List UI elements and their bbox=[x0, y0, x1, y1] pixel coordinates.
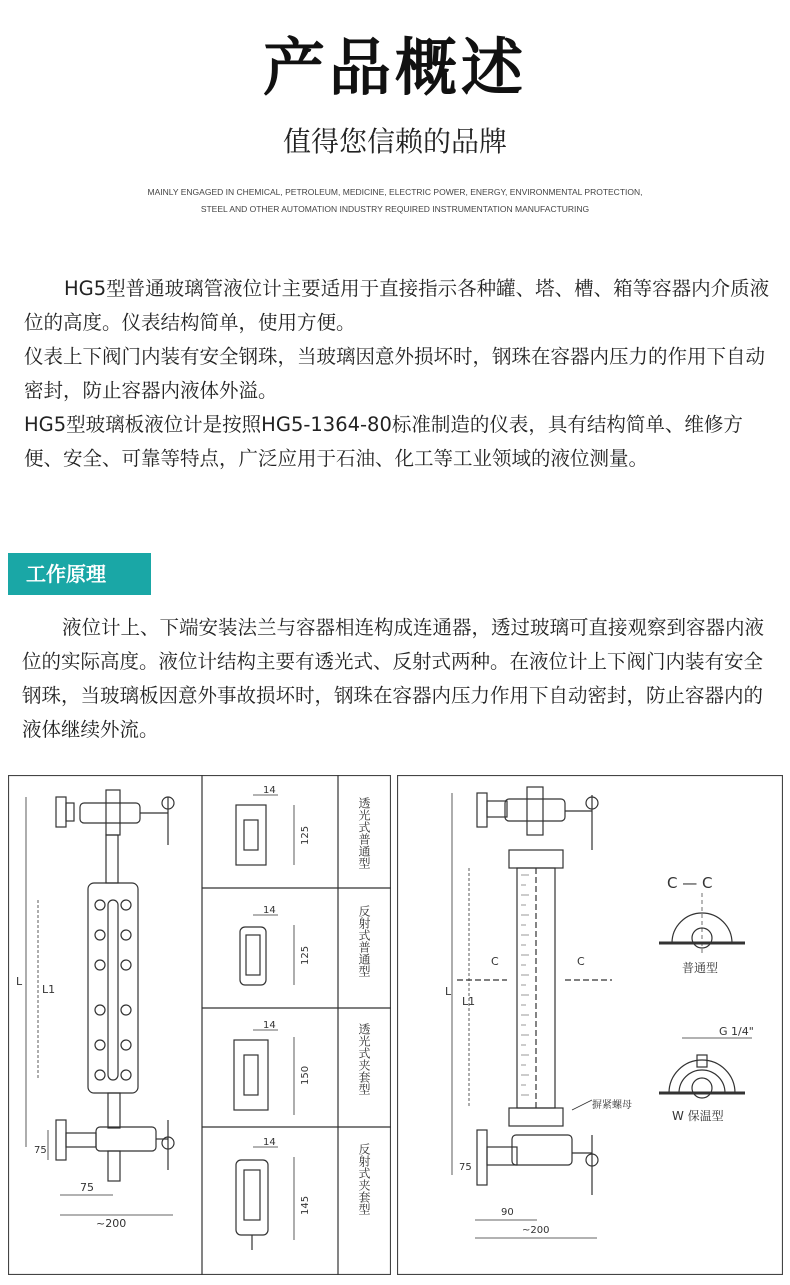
type-2-height: 125 bbox=[300, 945, 311, 965]
type-2-width: 14 bbox=[263, 905, 276, 916]
dim-L: L bbox=[445, 985, 452, 998]
overview-text bbox=[24, 272, 774, 476]
dim-200: ~200 bbox=[96, 1217, 127, 1230]
lock-nut-label: 摒紧螺母 bbox=[592, 1100, 632, 1111]
type-section-3 bbox=[234, 1020, 371, 1115]
main-gauge-drawing bbox=[26, 790, 174, 1215]
type-4-name: 反射式夹套型 bbox=[357, 1143, 371, 1215]
type-1-width: 14 bbox=[263, 785, 276, 796]
overview-paragraph-1: HG5型普通玻璃管液位计主要适用于直接指示各种罐、塔、槽、箱等容器内介质液位的高度。仪表结构简单，使用方便。 bbox=[24, 277, 770, 334]
dim-L1: L1 bbox=[42, 983, 56, 996]
page-subtitle: 值得您信赖的品牌 bbox=[282, 125, 507, 158]
glass-plate-gauge-diagram bbox=[8, 775, 391, 1275]
thread-label: G 1/4" bbox=[719, 1025, 754, 1038]
tube-gauge-diagram bbox=[397, 775, 783, 1275]
dim-75-vertical: 75 bbox=[34, 1145, 47, 1156]
insulated-type-section bbox=[659, 1038, 752, 1098]
tagline-line-2: STEEL AND OTHER AUTOMATION INDUSTRY REQUIRED INSTRUMENTATION MANUFACTURING bbox=[200, 204, 590, 214]
tube-gauge-drawing bbox=[452, 787, 612, 1238]
normal-type-section bbox=[659, 893, 745, 955]
section-title: C — C bbox=[667, 874, 713, 892]
type-2-name: 反射式普通型 bbox=[357, 905, 371, 977]
type-3-width: 14 bbox=[263, 1020, 276, 1031]
page-title: 产品概述 bbox=[262, 31, 527, 104]
section-heading-principle: 工作原理 bbox=[8, 553, 151, 595]
type-1-height: 125 bbox=[300, 825, 311, 845]
type-section-4 bbox=[236, 1137, 371, 1250]
dim-90: 90 bbox=[501, 1207, 514, 1218]
principle-text bbox=[22, 611, 774, 747]
type-section-2 bbox=[240, 905, 371, 985]
type-1-name: 透光式普通型 bbox=[357, 797, 371, 869]
overview-paragraph-2: 仪表上下阀门内装有安全钢珠，当玻璃因意外损坏时，钢珠在容器内压力的作用下自动密封，防止容器内液体外溢。 bbox=[24, 345, 766, 402]
type-section-1 bbox=[236, 785, 371, 869]
overview-paragraph-3: HG5型玻璃板液位计是按照HG5-1364-80标准制造的仪表，具有结构简单、维修方便、安全、可靠等特点，广泛应用于石油、化工等工业领域的液位测量。 bbox=[24, 413, 743, 470]
dim-200: ~200 bbox=[522, 1225, 550, 1236]
type-4-width: 14 bbox=[263, 1137, 276, 1148]
tagline-line-1: MAINLY ENGAGED IN CHEMICAL, PETROLEUM, MEDICINE, ELECTRIC POWER, ENERGY, ENVIRONMENTAL PROTECTION, bbox=[147, 187, 643, 197]
dim-75-horizontal: 75 bbox=[80, 1181, 94, 1194]
section-mark-left: C bbox=[491, 955, 499, 968]
normal-type-label: 普通型 bbox=[682, 961, 719, 975]
type-4-height: 145 bbox=[300, 1195, 311, 1215]
type-3-height: 150 bbox=[300, 1065, 311, 1085]
dim-75: 75 bbox=[459, 1162, 472, 1173]
insulated-type-label: W 保温型 bbox=[672, 1109, 724, 1123]
type-3-name: 透光式夹套型 bbox=[357, 1023, 371, 1095]
section-mark-right: C bbox=[577, 955, 585, 968]
principle-paragraph: 液位计上、下端安装法兰与容器相连构成连通器，透过玻璃可直接观察到容器内液位的实际高度。液位计结构主要有透光式、反射式两种。在液位计上下阀门内装有安全钢珠，当玻璃板因意外事故损坏时，钢珠在容器内压力作用下自动密封，防止容器内的液体继续外流。 bbox=[22, 616, 765, 741]
dim-L: L bbox=[16, 975, 23, 988]
dim-L1: L1 bbox=[462, 995, 476, 1008]
